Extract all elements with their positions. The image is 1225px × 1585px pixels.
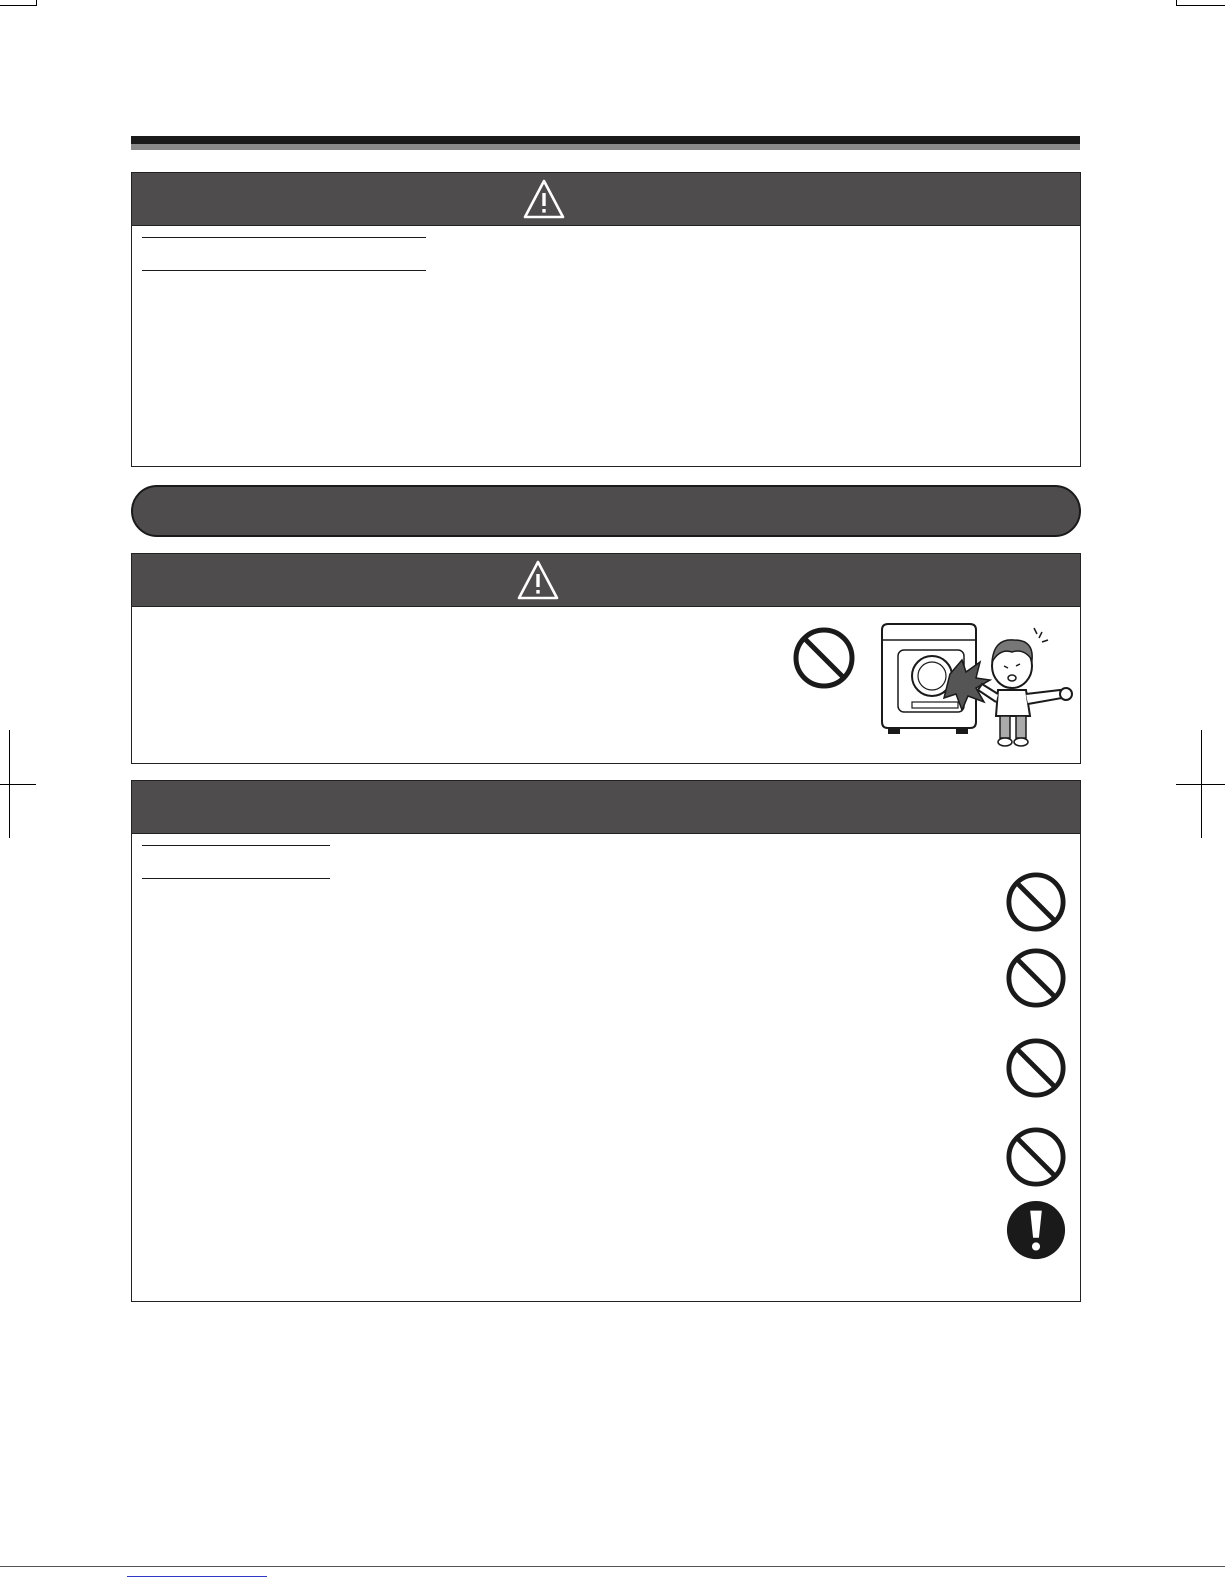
warning-panel-1 [131,172,1081,467]
warning-triangle-icon [522,178,566,220]
footer-link-underline[interactable] [127,1576,267,1577]
warning-panel-2-header [132,554,1080,607]
prohibition-icon [1005,871,1067,933]
mandatory-exclamation-icon [1005,1199,1067,1261]
warning-triangle-icon [516,559,560,601]
warning-panel-1-header [132,173,1080,226]
caution-panel [131,780,1081,1302]
prohibition-icon [1005,1126,1067,1188]
child-hitting-dryer-illustration [874,618,1080,754]
prohibition-icon [792,626,856,690]
top-rule-black [131,136,1080,144]
subheading-underline-4 [142,878,330,879]
registration-mark-right-h [1176,784,1225,785]
subheading-underline-1 [142,237,426,238]
warning-panel-2 [131,553,1081,764]
registration-mark-left-h [0,784,36,785]
crop-mark-top-right-h [1176,5,1225,6]
caution-panel-header [132,781,1080,834]
prohibition-icon [1005,1037,1067,1099]
page-bottom-line [0,1566,1225,1567]
top-rule-gray [131,144,1080,150]
prohibition-icon [1005,947,1067,1009]
section-banner [131,485,1081,537]
crop-mark-top-left-h [0,5,37,6]
subheading-underline-2 [142,270,426,271]
subheading-underline-3 [142,845,330,846]
